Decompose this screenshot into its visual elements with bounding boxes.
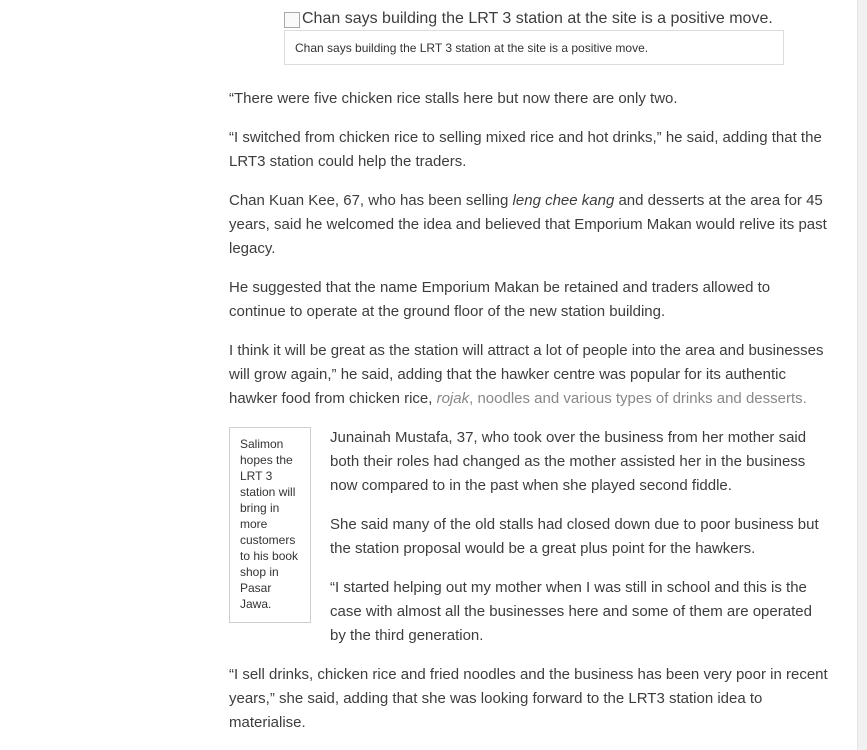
- figure-salimon: [229, 426, 829, 648]
- figure-chan: [284, 8, 784, 65]
- scrollbar[interactable]: [857, 0, 867, 750]
- paragraph: “I switched from chicken rice to selling mixed rice and hot drinks,” he said, adding that the LRT3 station could help the traders.: [229, 129, 822, 170]
- italic-term: leng chee kang: [512, 192, 615, 209]
- paragraph: [229, 0, 829, 2]
- text-run: and desserts at the area for 45 years, said he welcomed the idea and believed that Emporium Makan would relive its past legacy.: [229, 192, 827, 257]
- paragraph: [229, 339, 829, 411]
- side-text: [330, 426, 829, 648]
- side-caption: Salimon hopes the LRT 3 station will bring in more customers to his book shop in Pasar Jawa.: [229, 427, 311, 623]
- paragraph: [229, 189, 829, 261]
- text-run: Chan Kuan Kee, 67, who has been selling: [229, 192, 513, 209]
- broken-image: [284, 8, 784, 29]
- paragraph: “I started helping out my mother when I was still in school and this is the case with almost all the businesses here and some of them are operated by the third generation.: [330, 579, 812, 644]
- figure-caption: Chan says building the LRT 3 station at the site is a positive move.: [284, 30, 784, 65]
- paragraph: Junainah Mustafa, 37, who took over the business from her mother said both their roles had changed as the mother assisted her in the business now compared to in the past when she played second fiddle.: [330, 429, 807, 494]
- paragraph: “There were five chicken rice stalls here but now there are only two.: [229, 90, 678, 107]
- italic-term: rojak: [436, 390, 470, 407]
- paragraph: She said many of the old stalls had closed down due to poor business but the station proposal would be a great plus point for the hawkers.: [330, 516, 819, 557]
- broken-image-icon: [284, 12, 300, 28]
- text-run: , noodles and various types of drinks and desserts.: [469, 390, 807, 407]
- text-run: I think it will be great as the station will attract a lot of people into the area and businesses will grow again,” he said, adding that the hawker centre was popular for its authentic hawker food from chicken rice,: [229, 342, 824, 407]
- article-body: [229, 0, 829, 750]
- paragraph: He suggested that the name Emporium Makan be retained and traders allowed to continue to operate at the ground floor of the new station building.: [229, 279, 771, 320]
- image-alt-text: Chan says building the LRT 3 station at the site is a positive move.: [302, 10, 773, 27]
- paragraph: “I sell drinks, chicken rice and fried noodles and the business has been very poor in recent years,” she said, adding that she was looking forward to the LRT3 station idea to materialise.: [229, 666, 828, 731]
